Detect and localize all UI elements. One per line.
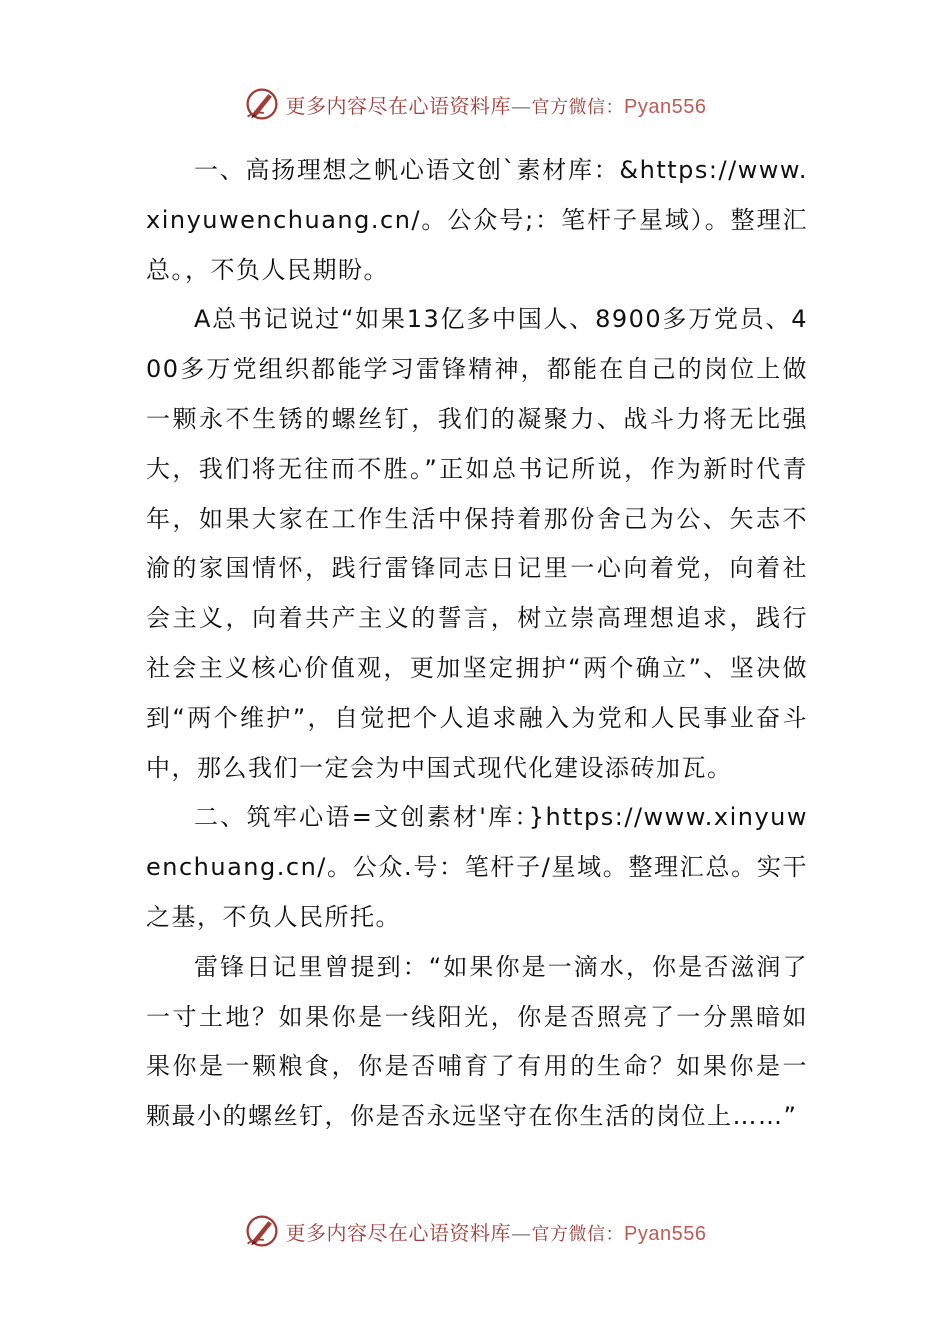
banner-text bbox=[286, 90, 707, 119]
pen-logo-icon bbox=[244, 1213, 280, 1249]
footer-banner bbox=[0, 1209, 950, 1253]
site-text: 更多内容尽在心语资料库 bbox=[285, 1220, 512, 1245]
wechat-id: Pyan556 bbox=[624, 1222, 707, 1245]
banner-separator: — bbox=[511, 1220, 532, 1245]
wechat-id: Pyan556 bbox=[624, 95, 707, 118]
paragraph-body-1: A总书记说过“如果13亿多中国人、8900多万党员、400多万党组织都能学习雷锋精神，都能在自己的岗位上做一颗永不生锈的螺丝钉，我们的凝聚力、战斗力将无比强大，我们将无往而不胜。”正如总书记所说，作为新时代青年，如果大家在工作生活中保持着那份舍己为公、矢志不渝的家国情怀，践行雷锋同志日记里一心向着党，向着社会主义，向着共产主义的誓言，树立崇高理想追求，践行社会主义核心价值观，更加坚定拥护“两个确立”、坚决做到“两个维护”，自觉把个人追求融入为党和人民事业奋斗中，那么我们一定会为中国式现代化建设添砖加瓦。 bbox=[146, 305, 808, 782]
paragraph-heading-1: 一、高扬理想之帆心语文创`素材库：&https://www.xinyuwenchuang.cn/。公众号;：笔杆子星域）。整理汇总。，不负人民期盼。 bbox=[146, 156, 808, 284]
document-body bbox=[146, 146, 808, 1142]
banner-separator: — bbox=[511, 93, 532, 118]
wechat-label: 官方微信： bbox=[531, 1223, 625, 1245]
banner-text bbox=[286, 1217, 707, 1246]
site-text: 更多内容尽在心语资料库 bbox=[285, 93, 512, 118]
paragraph-heading-2: 二、筑牢心语=文创素材'库：}https://www.xinyuwenchuang.cn/。公众.号：笔杆子/星域。整理汇总。实干之基，不负人民所托。 bbox=[146, 803, 808, 931]
pen-logo-icon bbox=[244, 86, 280, 122]
paragraph-body-2: 雷锋日记里曾提到：“如果你是一滴水，你是否滋润了一寸土地？如果你是一线阳光，你是否照亮了一分黑暗如果你是一颗粮食，你是否哺育了有用的生命？如果你是一颗最小的螺丝钉，你是否永远坚守在你生活的岗位上……” bbox=[146, 952, 808, 1131]
wechat-label: 官方微信： bbox=[531, 96, 625, 118]
header-banner bbox=[0, 82, 950, 126]
